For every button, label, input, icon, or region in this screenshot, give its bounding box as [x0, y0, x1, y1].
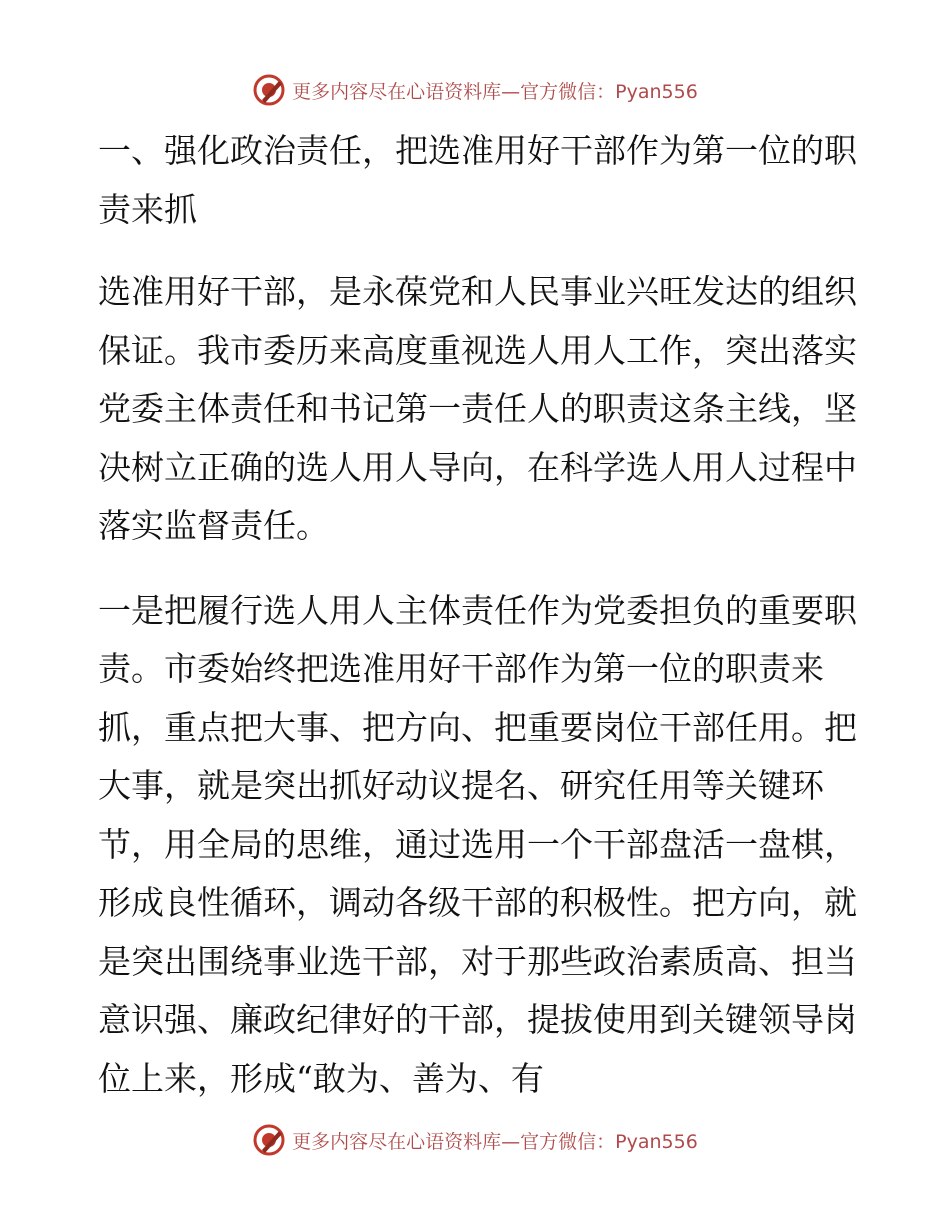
watermark-text: 更多内容尽在心语资料库—官方微信：Pyan556: [292, 1130, 698, 1153]
footer-watermark: [0, 1122, 950, 1158]
section-heading: 一、强化政治责任，把选准用好干部作为第一位的职责来抓: [98, 131, 857, 229]
brand-logo-icon: [252, 1123, 286, 1157]
watermark-text: 更多内容尽在心语资料库—官方微信：Pyan556: [292, 80, 698, 103]
document-body: [98, 122, 858, 1134]
paragraph-1: 选准用好干部，是永葆党和人民事业兴旺发达的组织保证。我市委历来高度重视选人用人工作，突出落实党委主体责任和书记第一责任人的职责这条主线，坚决树立正确的选人用人导向，在科学选人用人过程中落实监督责任。: [98, 272, 857, 545]
paragraph-2: 一是把履行选人用人主体责任作为党委担负的重要职责。市委始终把选准用好干部作为第一位的职责来抓，重点把大事、把方向、把重要岗位干部任用。把大事，就是突出抓好动议提名、研究任用等关键环节，用全局的思维，通过选用一个干部盘活一盘棋，形成良性循环，调动各级干部的积极性。把方向，就是突出围绕事业选干部，对于那些政治素质高、担当意识强、廉政纪律好的干部，提拔使用到关键领导岗位上来，形成“敢为、善为、有: [98, 590, 857, 1098]
brand-logo-icon: [252, 73, 286, 107]
header-watermark: [0, 72, 950, 108]
